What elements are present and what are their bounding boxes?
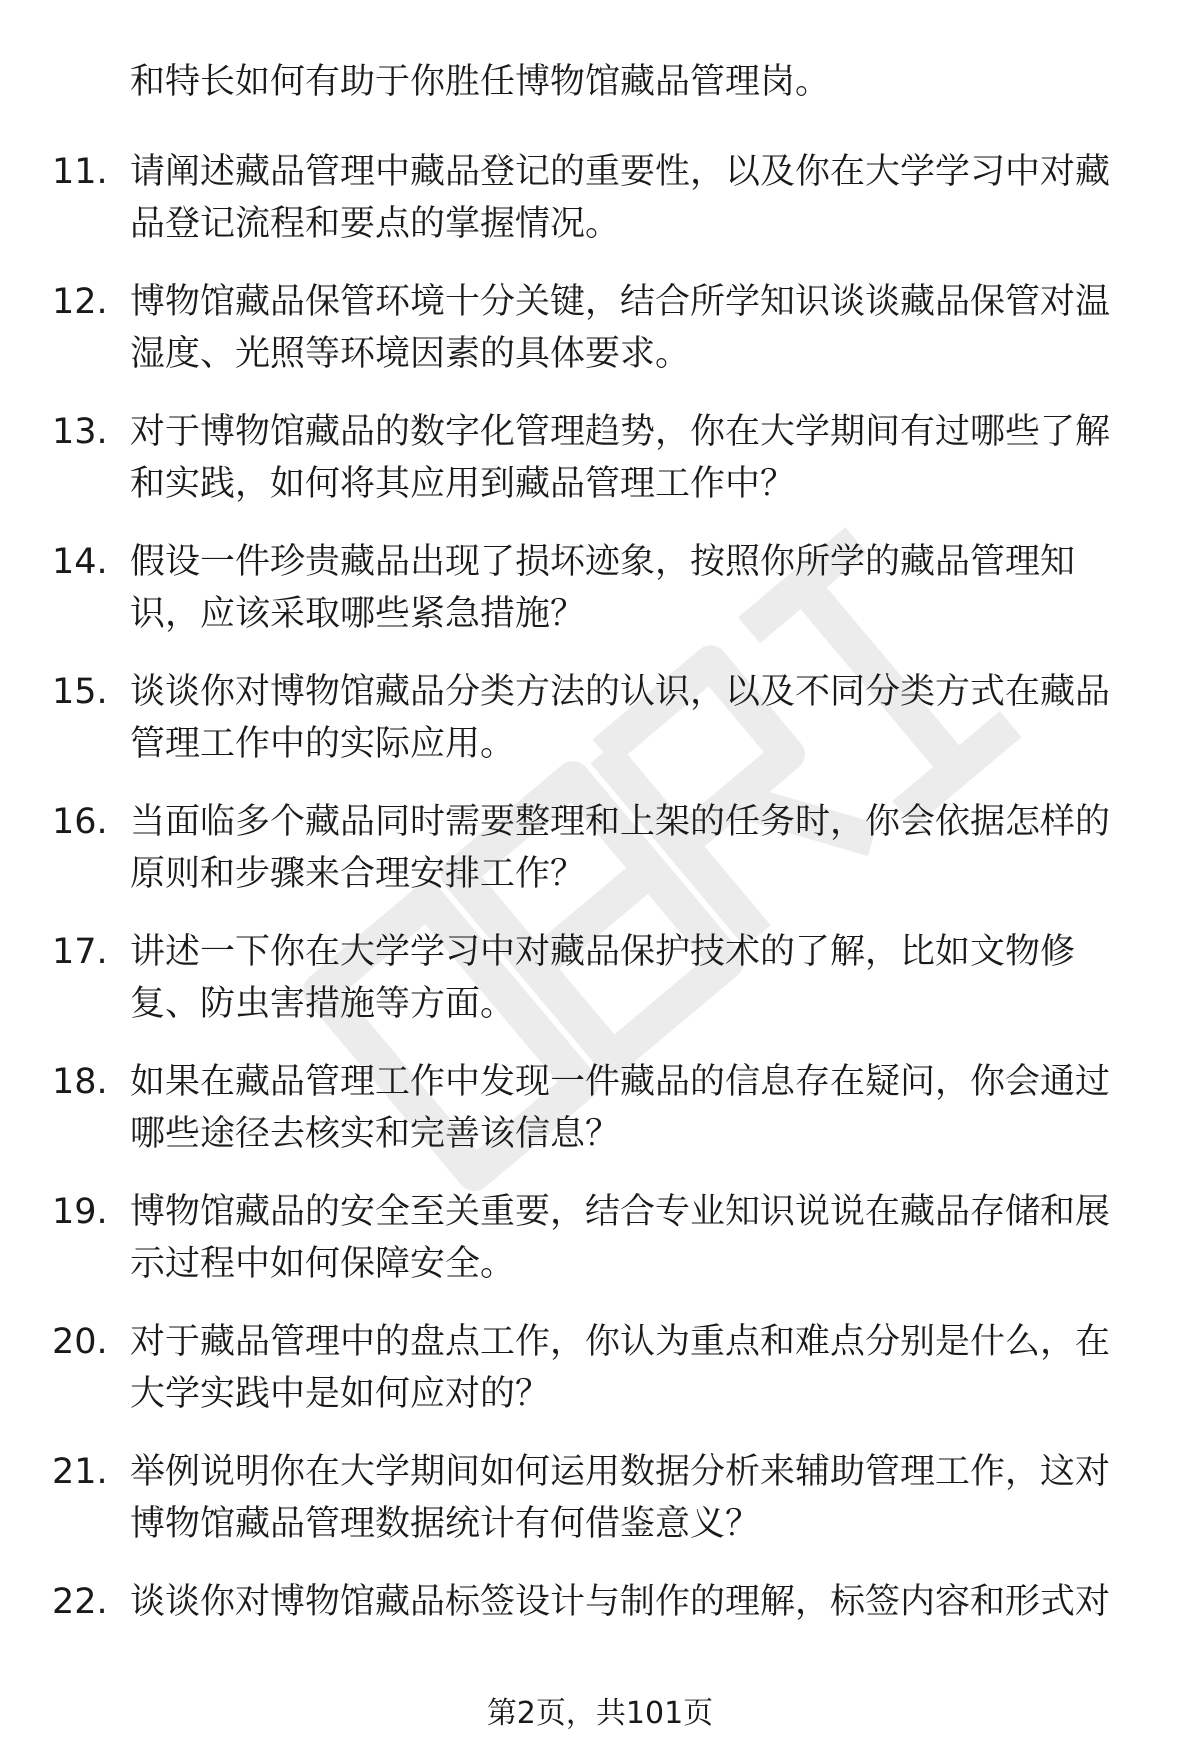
question-item — [0, 1048, 1200, 1178]
question-number: 21. — [52, 1452, 108, 1492]
question-number: 18. — [52, 1062, 108, 1102]
question-number: 20. — [52, 1322, 108, 1362]
question-number: 16. — [52, 802, 108, 842]
question-text: 谈谈你对博物馆藏品标签设计与制作的理解，标签内容和形式对 — [130, 1582, 1111, 1622]
question-text: 举例说明你在大学期间如何运用数据分析来辅助管理工作，这对博物馆藏品管理数据统计有何借鉴意义？ — [130, 1452, 1111, 1544]
question-number: 11. — [52, 152, 108, 192]
question-item — [0, 1568, 1200, 1698]
question-text: 谈谈你对博物馆藏品分类方法的认识，以及不同分类方式在藏品管理工作中的实际应用。 — [130, 672, 1111, 764]
question-text: 博物馆藏品的安全至关重要，结合专业知识说说在藏品存储和展示过程中如何保障安全。 — [130, 1192, 1111, 1284]
question-number: 15. — [52, 672, 108, 712]
question-number: 14. — [52, 542, 108, 582]
question-text: 当面临多个藏品同时需要整理和上架的任务时，你会依据怎样的原则和步骤来合理安排工作？ — [130, 802, 1111, 894]
question-number: 22. — [52, 1582, 108, 1622]
question-item — [0, 788, 1200, 918]
page-footer: 第2页，共101页 — [486, 1696, 714, 1731]
question-text: 讲述一下你在大学学习中对藏品保护技术的了解，比如文物修复、防虫害措施等方面。 — [130, 932, 1076, 1024]
question-text: 请阐述藏品管理中藏品登记的重要性，以及你在大学学习中对藏品登记流程和要点的掌握情况。 — [130, 152, 1111, 244]
question-number: 19. — [52, 1192, 108, 1232]
question-number: 12. — [52, 282, 108, 322]
question-list — [0, 138, 1200, 1698]
question-item — [0, 1308, 1200, 1438]
question-text: 假设一件珍贵藏品出现了损坏迹象，按照你所学的藏品管理知识，应该采取哪些紧急措施？ — [130, 542, 1076, 634]
question-item — [0, 1178, 1200, 1308]
question-item — [0, 658, 1200, 788]
question-item — [0, 1438, 1200, 1568]
question-number: 17. — [52, 932, 108, 972]
continued-question-text: 和特长如何有助于你胜任博物馆藏品管理岗。 — [130, 62, 831, 102]
question-item — [0, 398, 1200, 528]
question-item — [0, 918, 1200, 1048]
question-text: 对于藏品管理中的盘点工作，你认为重点和难点分别是什么，在大学实践中是如何应对的？ — [130, 1322, 1111, 1414]
question-item — [0, 528, 1200, 658]
question-text: 博物馆藏品保管环境十分关键，结合所学知识谈谈藏品保管对温湿度、光照等环境因素的具体要求。 — [130, 282, 1111, 374]
question-text: 对于博物馆藏品的数字化管理趋势，你在大学期间有过哪些了解和实践，如何将其应用到藏品管理工作中？ — [130, 412, 1111, 504]
question-item — [0, 268, 1200, 398]
question-number: 13. — [52, 412, 108, 452]
question-text: 如果在藏品管理工作中发现一件藏品的信息存在疑问，你会通过哪些途径去核实和完善该信息？ — [130, 1062, 1111, 1154]
question-item — [0, 138, 1200, 268]
